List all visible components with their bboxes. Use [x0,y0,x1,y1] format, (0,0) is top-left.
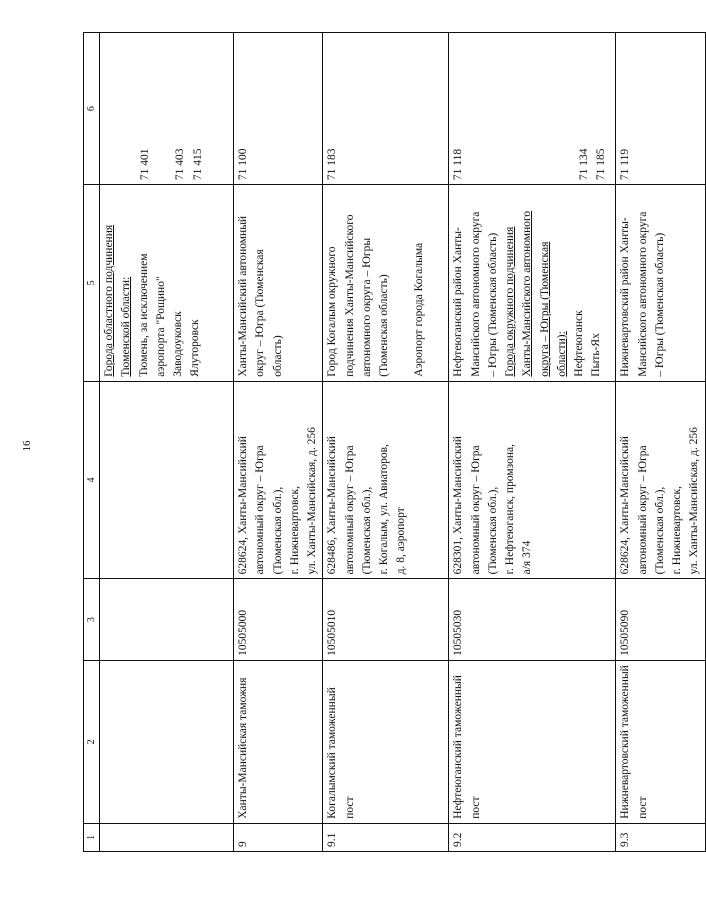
row-region: Ханты-Мансийский автономный округ – Югра (Тюменская область) [234,185,323,382]
row-oktmo: 71 119 [616,33,705,185]
header-col-3: 3 [84,579,100,660]
row-code: 10505090 [616,579,705,660]
row-address: 628301, Ханты-Мансийский автономный округ – Югра (Тюменская обл.), г. Нефтеюганск, промзона, а/я 374 [449,381,616,579]
page-number: 16 [21,440,33,452]
row-oktmo: 71 118 71 134 71 185 [449,33,616,185]
row-region: Нефтеюганский район Ханты- Мансийского автономного округа – Югры (Тюменская область) Города окружного подчинения Ханты-Мансийского автономного округа – Югры (Тюменская области): Нефтеюганск Пыть-Ях [449,185,616,382]
row-oktmo: 71 183 [323,33,449,185]
header-row [84,33,100,852]
table-row [449,33,616,852]
row-num [100,823,234,851]
row-name [100,660,234,823]
table-row [616,33,705,852]
table-row [323,33,449,852]
row-address [100,381,234,579]
header-col-6: 6 [84,33,100,185]
customs-table [83,32,706,852]
row-address: 628486, Ханты-Мансийский автономный округ – Югра (Тюменская обл.), г. Когалым, ул. Авиаторов, д. 8, аэропорт [323,381,449,579]
row-num: 9.1 [323,823,449,851]
region-text: аэропорта "Рощино" [154,276,167,377]
row-code: 10505000 [234,579,323,660]
region-text: Заводоуковск [172,311,184,377]
row-name: Когалымский таможенный пост [323,660,449,823]
row-region: Город Когалым окружного подчинения Ханты-Мансийского автономного округа – Югры (Тюменская область) Аэропорт города Когалыма [323,185,449,382]
row-num: 9 [234,823,323,851]
row-num: 9.2 [449,823,616,851]
row-name: Ханты-Мансийская таможня [234,660,323,823]
row-code [100,579,234,660]
region-text: Тюмень, за исключением [137,253,150,377]
row-code: 10505010 [323,579,449,660]
table-row [100,33,234,852]
row-region: Нижневартовский район Ханты- Мансийского автономного округа – Югры (Тюменская область) [616,185,705,382]
row-oktmo: 71 100 [234,33,323,185]
oktmo-code: 71 401 [139,148,151,181]
header-col-1: 1 [84,823,100,851]
header-col-5: 5 [84,185,100,382]
oktmo-code: 71 403 [174,148,187,181]
row-name: Нефтеюганский таможенный пост [449,660,616,823]
header-col-2: 2 [84,660,100,823]
oktmo-code: 71 415 [191,148,204,181]
row-address: 628624, Ханты-Мансийский автономный округ – Югра (Тюменская обл.), г. Нижневартовск, ул. Ханты-Мансийская, д. 256 [616,381,705,579]
row-name: Нижневартовский таможенный пост [616,660,705,823]
row-region [100,185,234,382]
region-heading: Города областного подчинения [103,224,115,377]
region-text: Ялуторовск [189,319,202,377]
row-oktmo [100,33,234,185]
table-row [234,33,323,852]
header-col-4: 4 [84,381,100,579]
row-num: 9.3 [616,823,705,851]
region-heading: Тюменской области: [120,276,133,377]
rotated-table-container [83,32,701,852]
row-code: 10505030 [449,579,616,660]
row-address: 628624, Ханты-Мансийский автономный округ – Югра (Тюменская обл.), г. Нижневартовск, ул. Ханты-Мансийская, д. 256 [234,381,323,579]
